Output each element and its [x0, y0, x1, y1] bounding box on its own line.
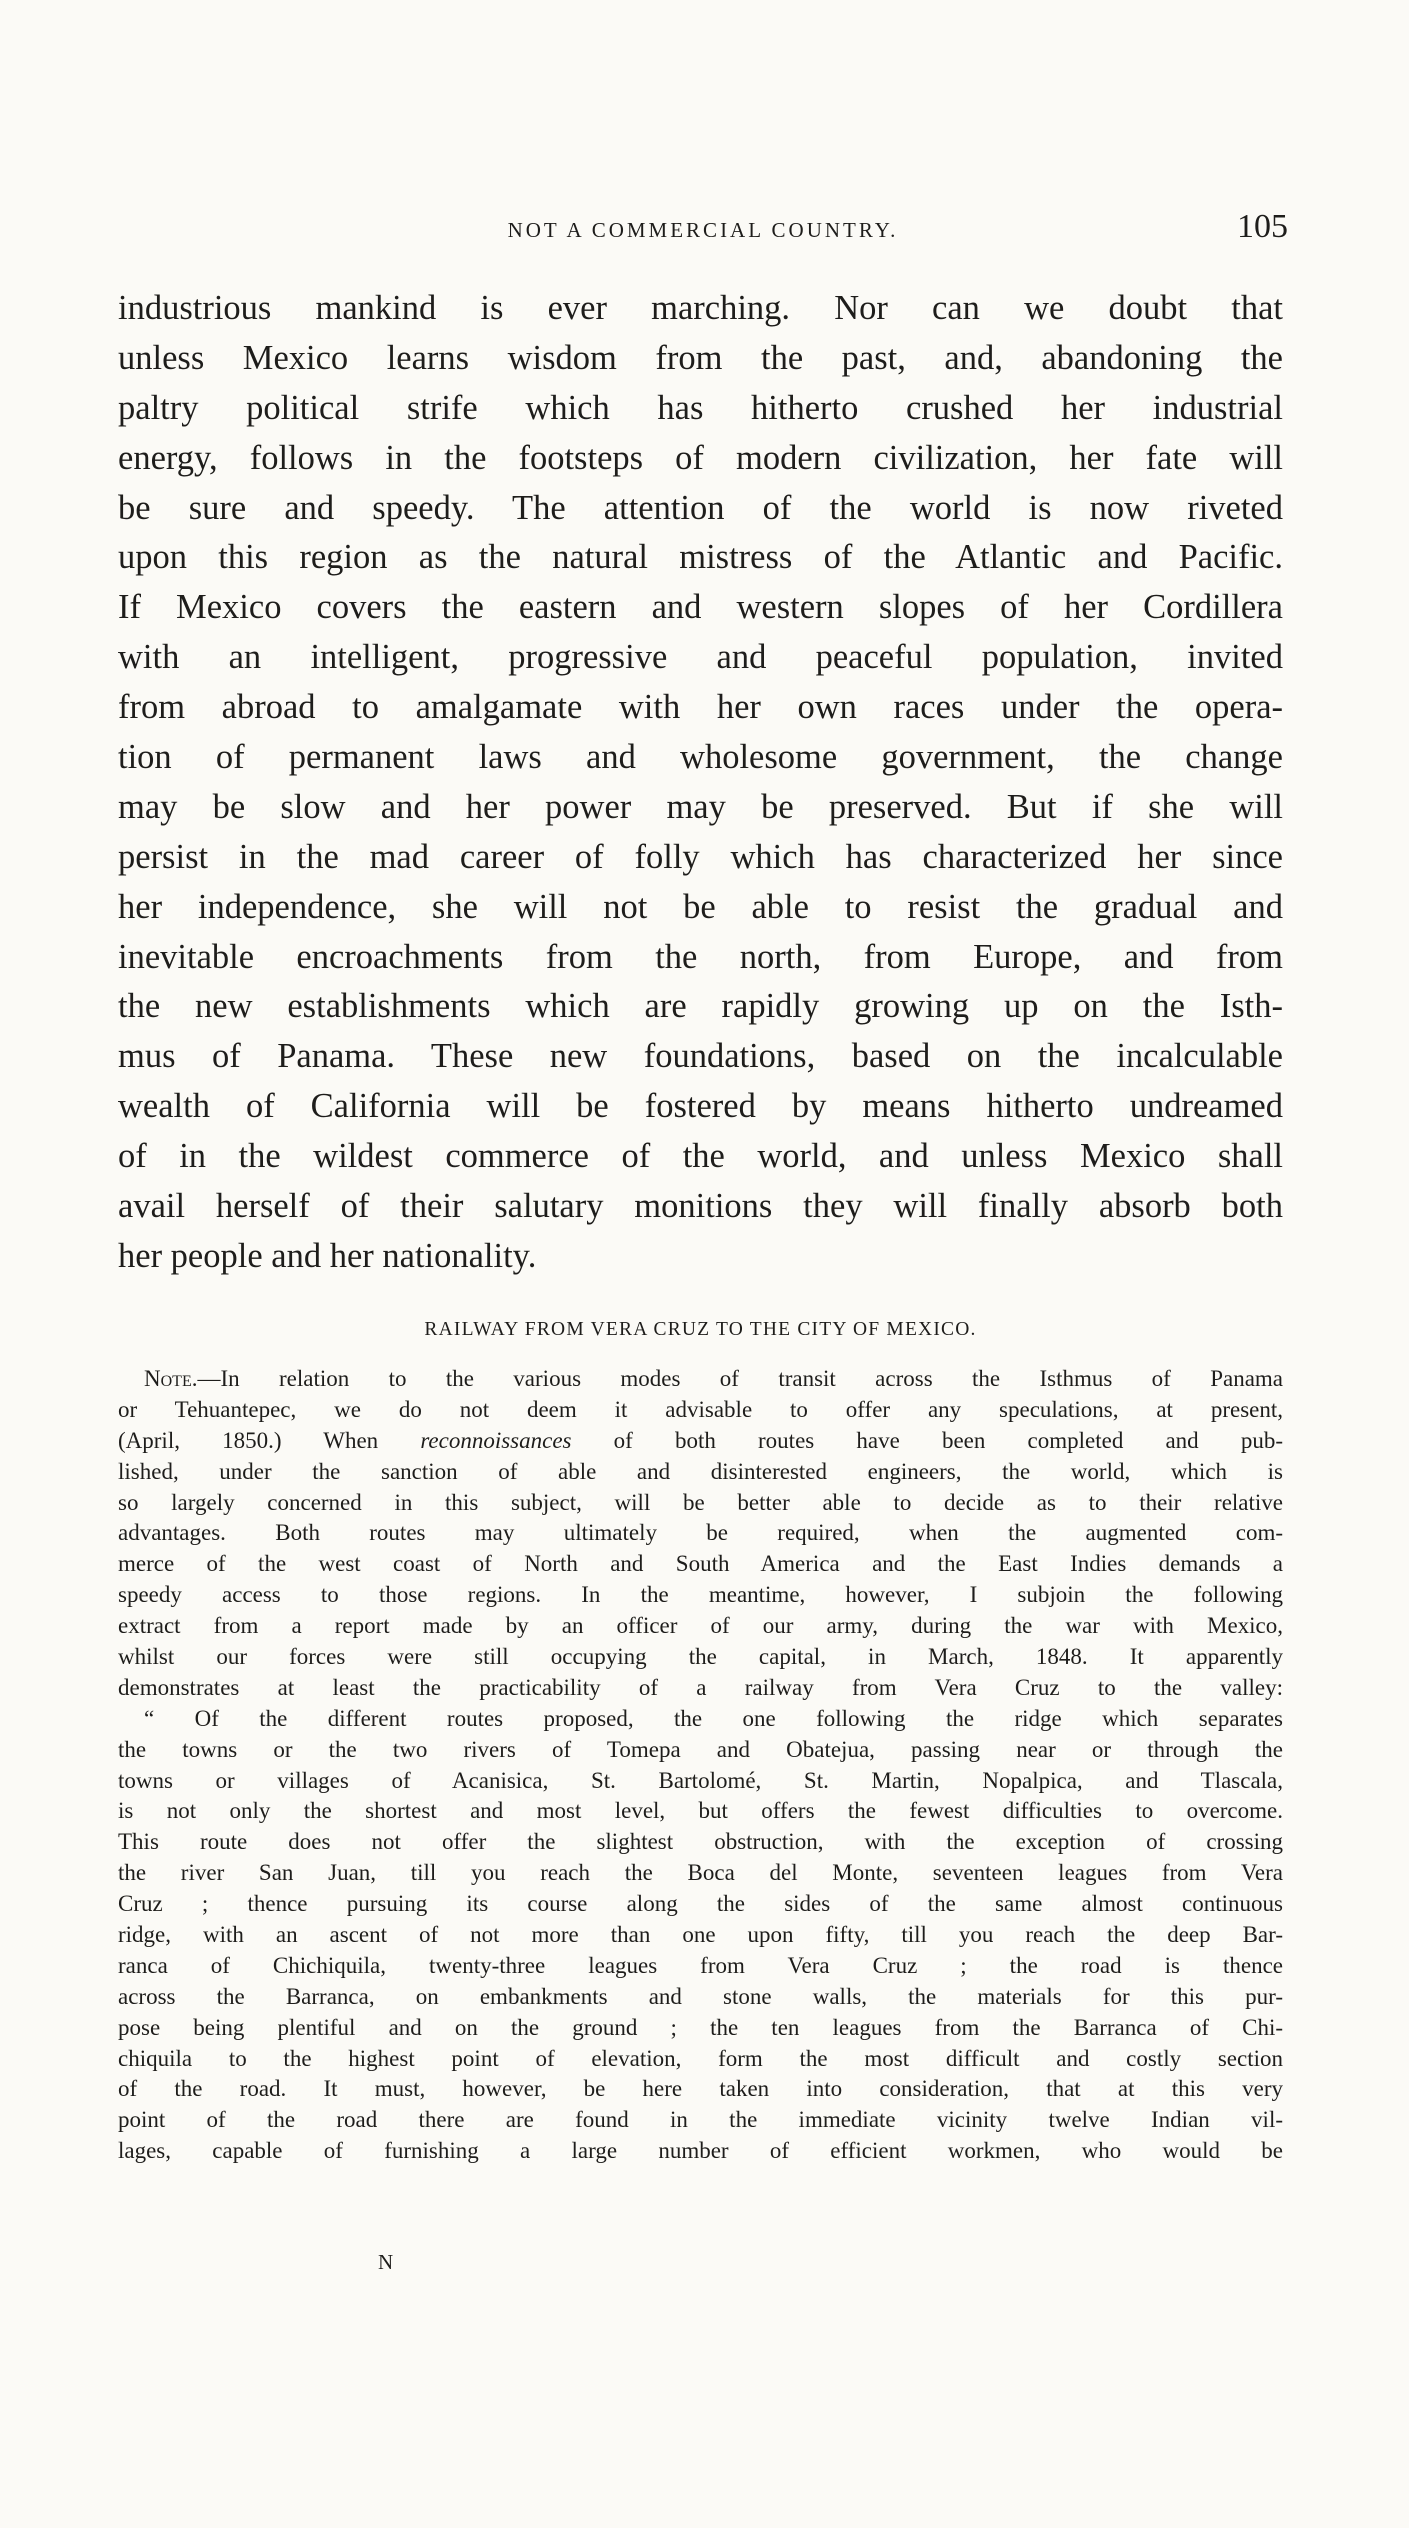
note-line: point of the road there are found in the immediate vicinity twelve Indian vil- — [118, 2107, 1283, 2133]
body-line: unless Mexico learns wisdom from the past, and, abandoning the — [118, 338, 1283, 377]
body-line: her independence, she will not be able to resist the gradual and — [118, 887, 1283, 926]
body-line: from abroad to amalgamate with her own races under the opera- — [118, 688, 1283, 727]
body-line: of in the wildest commerce of the world, and unless Mexico shall — [118, 1137, 1283, 1176]
note-line: lages, capable of furnishing a large number of efficient workmen, who would be — [118, 2138, 1283, 2164]
note-first-line — [118, 1364, 1283, 1395]
italic-term: reconnoissances — [420, 1427, 572, 1453]
body-line: industrious mankind is ever marching. Nor can we doubt that — [118, 289, 1283, 327]
body-line: paltry political strife which has hitherto crushed her industrial — [118, 388, 1283, 427]
body-line: tion of permanent laws and wholesome government, the change — [118, 738, 1283, 777]
body-line: upon this region as the natural mistress of the Atlantic and Pacific. — [118, 538, 1283, 577]
note-line: extract from a report made by an officer of our army, during the war with Mexico, — [118, 1613, 1283, 1639]
note-line: demonstrates at least the practicability of a railway from Vera Cruz to the valley: — [118, 1674, 1283, 1700]
note-line: pose being plentiful and on the ground ; the ten leagues from the Barranca of Chi- — [118, 2014, 1283, 2040]
body-line: the new establishments which are rapidly growing up on the Isth- — [118, 987, 1283, 1026]
body-paragraph — [118, 284, 1283, 1282]
note-block — [118, 1364, 1283, 2167]
note-line: or Tehuantepec, we do not deem it advisable to offer any speculations, at present, — [118, 1396, 1283, 1422]
note-line: ranca of Chichiquila, twenty-three leagues from Vera Cruz ; the road is thence — [118, 1952, 1283, 1978]
note-line: ridge, with an ascent of not more than one upon fifty, till you reach the deep Bar- — [118, 1922, 1283, 1948]
note-quote-line: “ Of the different routes proposed, the one following the ridge which separates — [144, 1705, 1283, 1731]
running-head — [118, 208, 1288, 248]
note-line: the towns or the two rivers of Tomepa and Obatejua, passing near or through the — [118, 1736, 1283, 1762]
note-line: speedy access to those regions. In the meantime, however, I subjoin the following — [118, 1582, 1283, 1608]
note-label: Note. — [144, 1366, 198, 1391]
body-line: may be slow and her power may be preserved. But if she will — [118, 787, 1283, 826]
note-first-line-text: —In relation to the various modes of transit across the Isthmus of Panama — [197, 1366, 1283, 1391]
note-line: advantages. Both routes may ultimately be required, when the augmented com- — [118, 1520, 1283, 1546]
note-line: chiquila to the highest point of elevation, form the most difficult and costly section — [118, 2045, 1283, 2071]
body-line: be sure and speedy. The attention of the world is now riveted — [118, 488, 1283, 527]
note-line: across the Barranca, on embankments and stone walls, the materials for this pur- — [118, 1983, 1283, 2009]
section-heading: RAILWAY FROM VERA CRUZ TO THE CITY OF MEXICO. — [424, 1319, 977, 1340]
note-line: towns or villages of Acanisica, St. Bartolomé, St. Martin, Nopalpica, and Tlascala, — [118, 1767, 1283, 1793]
body-line: with an intelligent, progressive and peaceful population, invited — [118, 638, 1283, 677]
page-number: 105 — [1237, 208, 1288, 245]
body-line: avail herself of their salutary monitions they will finally absorb both — [118, 1187, 1283, 1226]
body-line: wealth of California will be fostered by means hitherto undreamed — [118, 1087, 1283, 1126]
note-line: so largely concerned in this subject, will be better able to decide as to their relative — [118, 1489, 1283, 1515]
note-line: is not only the shortest and most level, but offers the fewest difficulties to overcome. — [118, 1798, 1283, 1824]
note-line: whilst our forces were still occupying the capital, in March, 1848. It apparently — [118, 1644, 1283, 1670]
body-line: persist in the mad career of folly which has characterized her since — [118, 837, 1283, 876]
note-line: lished, under the sanction of able and disinterested engineers, the world, which is — [118, 1458, 1283, 1484]
note-line: Cruz ; thence pursuing its course along the sides of the same almost continuous — [118, 1891, 1283, 1917]
signature-mark: N — [378, 2250, 394, 2274]
body-line: inevitable encroachments from the north, from Europe, and from — [118, 937, 1283, 976]
note-line: merce of the west coast of North and South America and the East Indies demands a — [118, 1551, 1283, 1577]
note-line: the river San Juan, till you reach the Boca del Monte, seventeen leagues from Vera — [118, 1860, 1283, 1886]
running-title: NOT A COMMERCIAL COUNTRY. — [507, 218, 899, 242]
body-line: energy, follows in the footsteps of modern civilization, her fate will — [118, 438, 1283, 477]
note-line: of the road. It must, however, be here taken into consideration, that at this very — [118, 2076, 1283, 2102]
body-line: If Mexico covers the eastern and western slopes of her Cordillera — [118, 588, 1283, 627]
note-line-with-italic: (April, 1850.) When reconnoissances of both routes have been completed and pub- — [118, 1427, 1283, 1453]
body-line: mus of Panama. These new foundations, based on the incalculable — [118, 1037, 1283, 1076]
note-line: This route does not offer the slightest obstruction, with the exception of crossing — [118, 1829, 1283, 1855]
body-line: her people and her nationality. — [118, 1236, 537, 1275]
